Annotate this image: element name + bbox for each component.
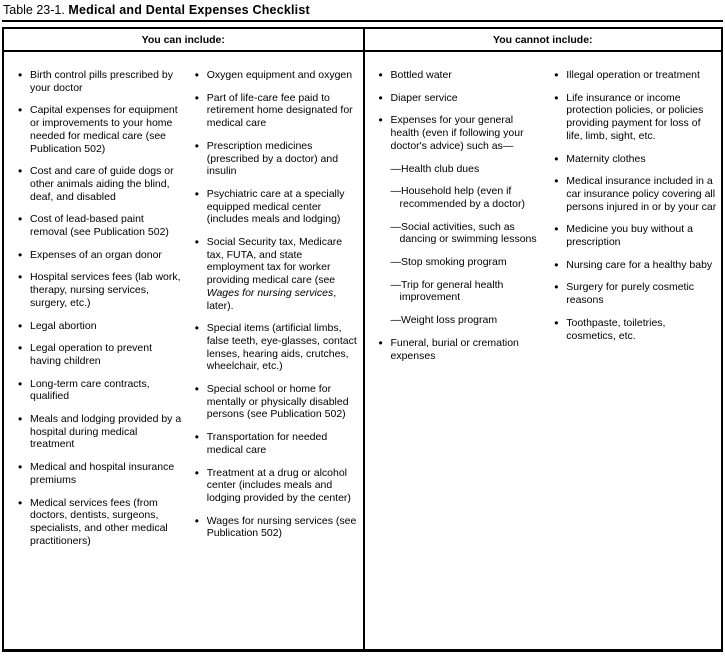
checklist-item: • Transportation for needed medical care xyxy=(194,431,359,456)
checklist-sub-item: —Health club dues xyxy=(390,162,480,175)
cannot-include-column-2 xyxy=(553,69,717,649)
checklist-item: • Maternity clothes xyxy=(553,153,717,166)
checklist-item: • Funeral, burial or cremation expenses xyxy=(378,337,542,362)
table-body xyxy=(4,52,721,649)
can-include-column-1 xyxy=(17,69,182,649)
checklist-item: • Toothpaste, toiletries, cosmetics, etc. xyxy=(553,317,717,342)
header-cannot-include: You cannot include: xyxy=(363,29,722,50)
checklist-item: • Prescription medicines (prescribed by a doctor) and insulin xyxy=(194,140,359,178)
checklist-item: • Psychiatric care at a specially equipped medical center (includes meals and lodging) xyxy=(194,188,359,226)
expense-checklist-table xyxy=(2,27,723,652)
checklist-item: • Birth control pills prescribed by your doctor xyxy=(17,69,182,94)
checklist-item: • Medicine you buy without a prescription xyxy=(553,223,717,248)
checklist-item: • Cost and care of guide dogs or other animals aiding the blind, deaf, and disabled xyxy=(17,165,182,203)
table-number-label: Table 23-1. xyxy=(3,3,65,17)
checklist-item: • Surgery for purely cosmetic reasons xyxy=(553,281,717,306)
checklist-sub-item: —Trip for general health improvement xyxy=(390,278,504,304)
can-include-column-2 xyxy=(194,69,359,649)
checklist-sub-item: —Social activities, such as dancing or swimming lessons xyxy=(390,220,537,246)
checklist-item: • Long-term care contracts, qualified xyxy=(17,378,182,403)
checklist-item: • Wages for nursing services (see Publication 502) xyxy=(194,515,359,540)
checklist-item: • Legal abortion xyxy=(17,320,182,333)
checklist-item: • Treatment at a drug or alcohol center (includes meals and lodging provided by the center) xyxy=(194,467,359,505)
checklist-item: • Expenses for your general health (even if following your doctor's advice) such as— xyxy=(378,114,542,152)
title-rule xyxy=(2,20,723,22)
checklist-sub-item: —Weight loss program xyxy=(390,314,498,327)
checklist-item: • Medical insurance included in a car insurance policy covering all persons injured in or by your car xyxy=(553,175,717,213)
cannot-include-column-1 xyxy=(378,69,542,649)
table-header-row xyxy=(4,29,721,52)
page-title xyxy=(2,3,723,17)
checklist-item: • Medical and hospital insurance premiums xyxy=(17,461,182,486)
checklist-item: • Oxygen equipment and oxygen xyxy=(194,69,359,82)
checklist-item: • Legal operation to prevent having children xyxy=(17,342,182,367)
checklist-item: • Illegal operation or treatment xyxy=(553,69,717,82)
checklist-item: • Special school or home for mentally or physically disabled persons (see Publication 502) xyxy=(194,383,359,421)
table-title-text: Medical and Dental Expenses Checklist xyxy=(68,3,310,17)
cannot-include-section xyxy=(363,52,722,649)
checklist-item: • Expenses of an organ donor xyxy=(17,249,182,262)
checklist-item: • Medical services fees (from doctors, dentists, surgeons, specialists, and other medical practitioners) xyxy=(17,497,182,548)
checklist-item: • Hospital services fees (lab work, therapy, nursing services, surgery, etc.) xyxy=(17,271,182,309)
header-can-include: You can include: xyxy=(141,34,225,46)
checklist-item: • Meals and lodging provided by a hospital during medical treatment xyxy=(17,413,182,451)
checklist-item: • Nursing care for a healthy baby xyxy=(553,259,717,272)
checklist-item: • Cost of lead-based paint removal (see Publication 502) xyxy=(17,213,182,238)
checklist-item: • Social Security tax, Medicare tax, FUTA, and state employment tax for worker providing medical care (see Wages for nursing services, later). xyxy=(194,236,359,312)
checklist-item: • Bottled water xyxy=(378,69,542,82)
checklist-item: • Diaper service xyxy=(378,92,542,105)
checklist-item: • Special items (artificial limbs, false teeth, eye-glasses, contact lenses, hearing aids, crutches, wheelchair, etc.) xyxy=(194,322,359,373)
checklist-item: • Part of life-care fee paid to retirement home designated for medical care xyxy=(194,92,359,130)
checklist-sub-item: —Stop smoking program xyxy=(390,256,507,269)
checklist-item: • Capital expenses for equipment or improvements to your home needed for medical care (see Publication 502) xyxy=(17,104,182,155)
checklist-sub-item: —Household help (even if recommended by a doctor) xyxy=(390,185,525,210)
can-include-section xyxy=(4,52,363,649)
checklist-item: • Life insurance or income protection policies, or policies providing payment for loss of life, limb, sight, etc. xyxy=(553,92,717,143)
